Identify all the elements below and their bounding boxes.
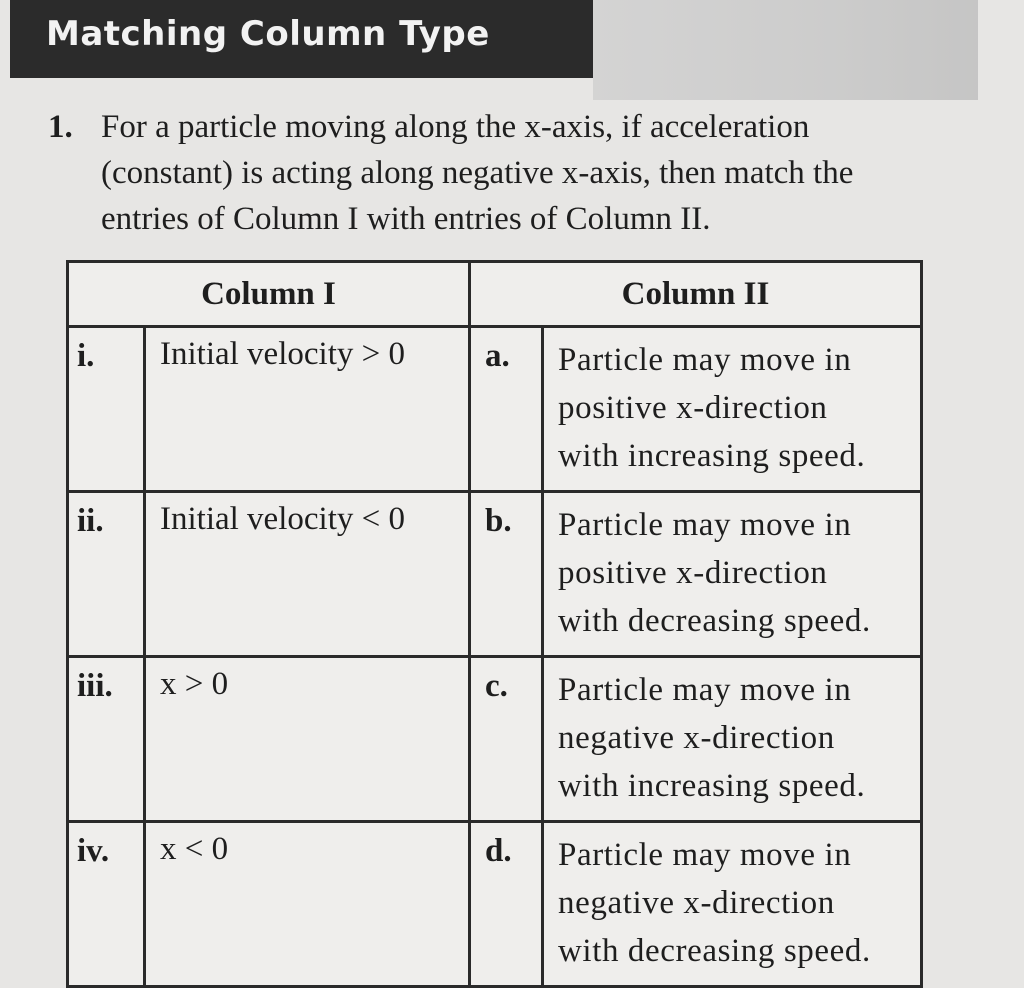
entry-line: negative x-direction: [558, 720, 835, 756]
question-line: (constant) is acting along negative x-axis, then match the: [101, 155, 854, 191]
question-line: entries of Column I with entries of Column II.: [101, 201, 711, 237]
column-1-entry: Initial velocity < 0: [145, 492, 470, 657]
entry-line: Particle may move in: [558, 507, 852, 543]
question-number: 1.: [48, 109, 73, 145]
entry-line: with decreasing speed.: [558, 603, 871, 639]
column-2-entry: [543, 822, 922, 987]
column-1-label: iv.: [68, 822, 145, 987]
column-2-label: a.: [470, 327, 543, 492]
question-1: [48, 104, 983, 242]
entry-line: with decreasing speed.: [558, 933, 871, 969]
column-2-label: d.: [470, 822, 543, 987]
table-header-row: [68, 262, 922, 327]
column-1-entry: x > 0: [145, 657, 470, 822]
entry-line: with increasing speed.: [558, 438, 866, 474]
column-1-entry: Initial velocity > 0: [145, 327, 470, 492]
column-2-header: Column II: [470, 262, 922, 327]
matching-table: [66, 260, 923, 988]
column-1-entry: x < 0: [145, 822, 470, 987]
entry-line: Particle may move in: [558, 342, 852, 378]
column-2-entry: [543, 327, 922, 492]
section-title: Matching Column Type: [46, 14, 490, 54]
entry-line: positive x-direction: [558, 390, 828, 426]
column-1-label: iii.: [68, 657, 145, 822]
column-2-entry: [543, 492, 922, 657]
banner-shade: [593, 0, 978, 100]
column-1-label: ii.: [68, 492, 145, 657]
question-text: [101, 104, 983, 242]
entry-line: positive x-direction: [558, 555, 828, 591]
column-2-label: b.: [470, 492, 543, 657]
column-1-header: Column I: [68, 262, 470, 327]
table-row: [68, 492, 922, 657]
table-row: [68, 657, 922, 822]
table-row: [68, 822, 922, 987]
column-2-label: c.: [470, 657, 543, 822]
column-1-label: i.: [68, 327, 145, 492]
entry-line: Particle may move in: [558, 672, 852, 708]
entry-line: with increasing speed.: [558, 768, 866, 804]
column-2-entry: [543, 657, 922, 822]
entry-line: Particle may move in: [558, 837, 852, 873]
table-row: [68, 327, 922, 492]
question-line: For a particle moving along the x-axis, if acceleration: [101, 109, 810, 145]
entry-line: negative x-direction: [558, 885, 835, 921]
